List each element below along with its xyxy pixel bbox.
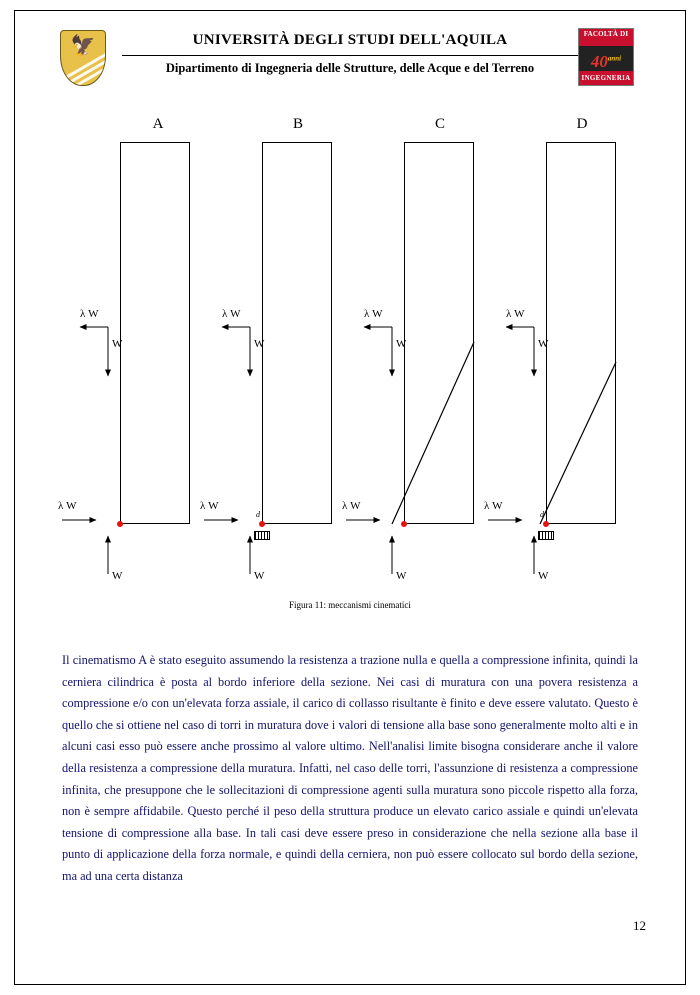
panel-label-c: C xyxy=(434,116,445,132)
label-top-force-h-d: λ W xyxy=(506,308,525,320)
label-top-force-v-a: W xyxy=(112,338,123,350)
panel-label-b: B xyxy=(292,116,303,132)
panel-label-a: A xyxy=(152,116,164,132)
university-title: UNIVERSITÀ DEGLI STUDI DELL'AQUILA xyxy=(192,32,508,48)
label-base-force-v-c: W xyxy=(396,570,407,582)
header-divider xyxy=(122,55,578,56)
label-base-force-h-c: λ W xyxy=(342,500,361,512)
label-top-force-h-a: λ W xyxy=(80,308,99,320)
department-title: Dipartimento di Ingegneria delle Strutture, delle Acque e del Terreno xyxy=(165,61,535,75)
label-base-force-h-b: λ W xyxy=(200,500,219,512)
support-hatch-b xyxy=(254,531,270,540)
hinge-a xyxy=(117,521,123,527)
figure-mechanisms xyxy=(40,112,660,612)
panel-label-d: D xyxy=(576,116,588,132)
hinge-b xyxy=(259,521,265,527)
label-base-force-v-d: W xyxy=(538,570,549,582)
label-base-force-h-a: λ W xyxy=(58,500,77,512)
hinge-d xyxy=(543,521,549,527)
dim-label-b: d xyxy=(256,510,260,519)
dim-label-d: d xyxy=(540,510,544,519)
body-paragraph: Il cinematismo A è stato eseguito assumendo la resistenza a trazione nulla e quella a compressione infinita, quindi la cerniera cilindrica è posta al bordo inferiore della sezione. Nei casi di muratura con una povera resistenza a compressione e/o con un'elevata forza assiale, il carico di collasso risultante è finito e deve essere valutato. Questo è quello che si ottiene nel caso di torri in muratura dove i valori di tensione alla base sono generalmente molto alti e in alcuni casi esso può essere anche prossimo al valore ultimo. Nell'analisi limite bisogna considerare anche il valore della resistenza a compressione della muratura. Infatti, nel caso delle torri, l'assunzione di resistenza a compressione infinita, che presuppone che le sollecitazioni di compressione agenti sulla muratura sono piccole rispetto alla forza, non è sempre affidabile. Questo perché il peso della struttura produce un elevato carico assiale e quindi un'elevata tensione di compressione alla base. In tali casi deve essere preso in considerazione che nella sezione alla base il punto di applicazione della forza normale, e quindi della cerniera, non può essere collocato sul bordo della sezione, ma ad una certa distanza xyxy=(62,653,638,883)
faculty-logo-number: 40 xyxy=(590,51,608,71)
faculty-logo-number-wrap xyxy=(579,46,633,71)
label-top-force-h-c: λ W xyxy=(364,308,383,320)
label-base-force-v-b: W xyxy=(254,570,265,582)
page-number: 12 xyxy=(633,918,646,933)
figure-caption: Figura 11: meccanismi cinematici xyxy=(289,600,411,610)
faculty-logo xyxy=(578,28,634,86)
hinge-c xyxy=(401,521,407,527)
label-top-force-v-d: W xyxy=(538,338,549,350)
eagle-crest-icon: 🦅 xyxy=(60,30,106,86)
label-top-force-v-b: W xyxy=(254,338,265,350)
label-top-force-v-c: W xyxy=(396,338,407,350)
document-header xyxy=(50,28,650,96)
figure-vectors xyxy=(40,112,660,612)
label-base-force-h-d: λ W xyxy=(484,500,503,512)
faculty-logo-number-sup: anni xyxy=(607,54,622,62)
label-top-force-h-b: λ W xyxy=(222,308,241,320)
faculty-logo-top: FACOLTÀ DI xyxy=(579,29,633,46)
label-base-force-v-a: W xyxy=(112,570,123,582)
faculty-logo-bottom: INGEGNERIA xyxy=(579,71,633,85)
support-hatch-d xyxy=(538,531,554,540)
